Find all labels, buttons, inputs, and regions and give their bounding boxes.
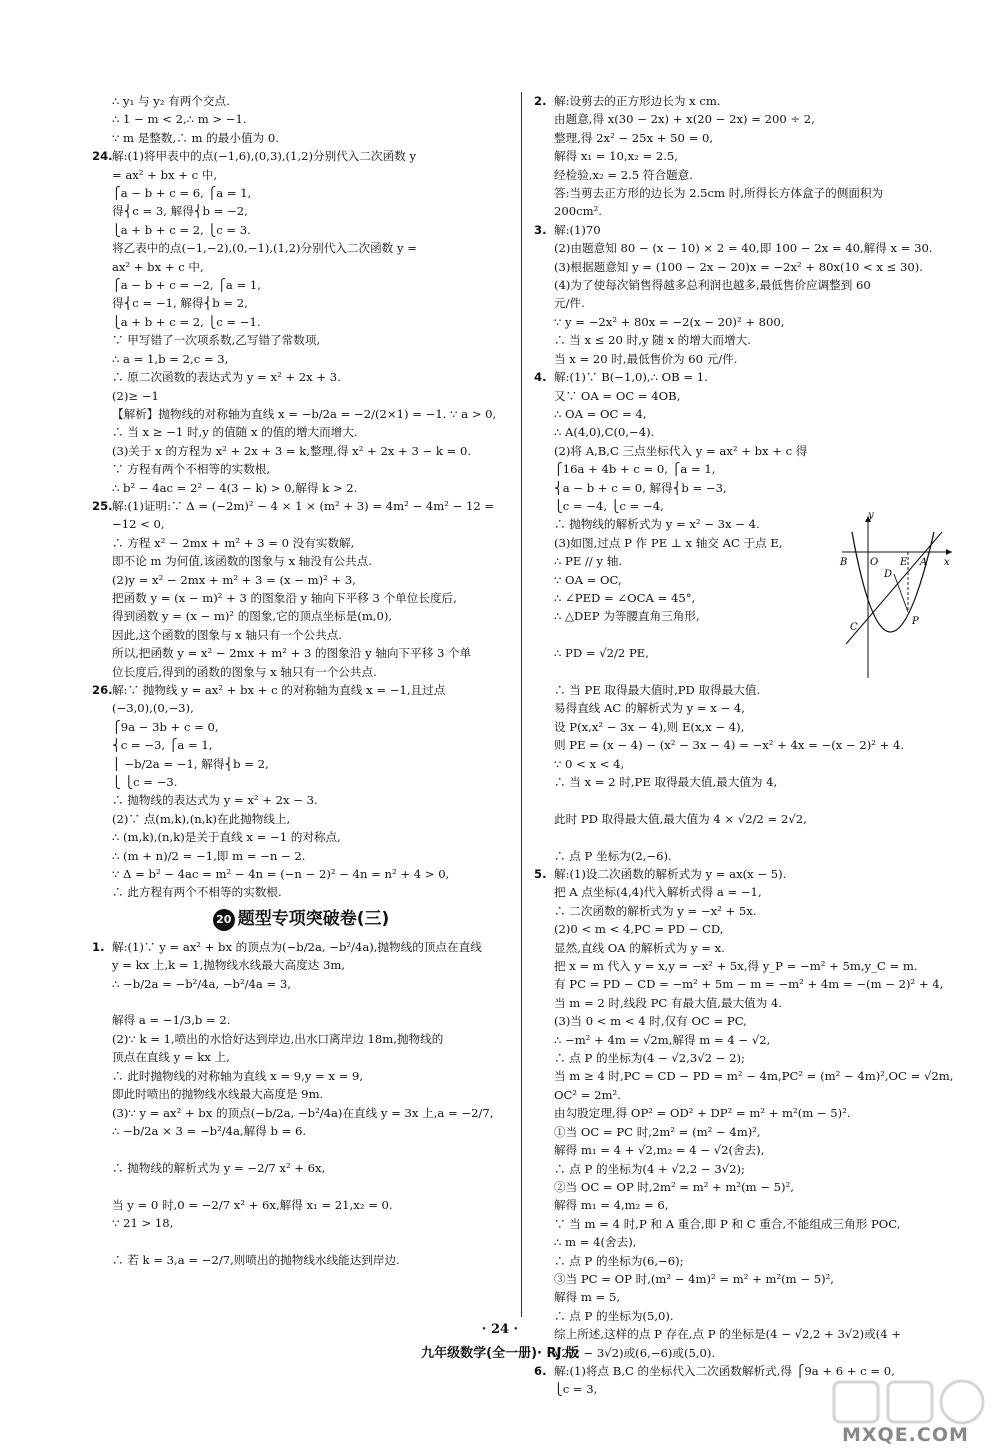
text-line [92,736,510,754]
line-text: 解:(1)将甲表中的点(−1,6),(0,3),(1,2)分别代入二次函数 y [112,149,417,164]
text-line [92,718,510,736]
text-line [534,939,962,957]
line-text: ∴ 此时抛物线的对称轴为直线 x = 9,y = x = 9, [112,1068,364,1083]
text-line [92,534,510,552]
text-line [534,847,962,865]
line-text: ∴ (m + n)/2 = −1,即 m = −n − 2. [112,848,306,863]
question-number: 6. [534,1363,547,1378]
line-text: 得⎨c = 3, 解得⎨b = −2, [112,204,248,219]
question-number: 5. [534,867,547,881]
label-p: P [912,616,919,627]
section-title: 题型专项突破卷(三) [237,908,390,929]
text-line [92,956,510,974]
line-text: 答:当剪去正方形的边长为 2.5cm 时,所得长方体盒子的侧面积为 [554,186,884,201]
line-text: 得⎨c = −1, 解得⎨b = 2, [112,296,248,311]
text-line [92,1177,510,1195]
line-text: ∴ 当 PE 取得最大值时,PD 取得最大值. [554,682,761,697]
line-text: ∴ b² − 4ac = 2² − 4(3 − k) > 0,解得 k > 2. [112,480,358,495]
line-text: ∵ y = −2x² + 80x = −2(x − 20)² + 800, [554,314,785,329]
text-line [534,129,962,147]
line-text: 位长度后,得到的函数的图象与 x 轴只有一个公共点. [112,664,377,679]
text-line [92,405,510,423]
text-line [92,1085,510,1103]
line-text: 解:设剪去的正方形边长为 x cm. [554,94,721,108]
text-line [534,313,962,331]
line-text: ∵ OA = OC, [554,572,622,587]
line-text: ∴ 此方程有两个不相等的实数根. [112,885,282,900]
line-text: 解:(1)证明:∵ Δ = (−2m)² − 4 × 1 × (m² + 3) = 4m² − 4m² − 12 = [112,498,495,513]
text-line [92,460,510,478]
text-line [534,975,962,993]
text-line [534,1160,962,1178]
line-text: √2,2 − 3√2)或(6,−6)或(5,0). [554,1345,716,1360]
watermark-text: MXQE.COM [842,1424,969,1446]
line-text: (2)≥ −1 [112,388,159,403]
text-line [92,258,510,276]
line-text: ∴ y₁ 与 y₂ 有两个交点. [112,94,230,108]
text-line [92,184,510,202]
text-line [92,387,510,405]
line-text: 把函数 y = (x − m)² + 3 的图象沿 y 轴向下平移 3 个单位长度后, [112,590,457,605]
text-line [92,92,510,110]
text-line [92,607,510,625]
line-text: ∴ 抛物线的解析式为 y = −2/7 x² + 6x, [112,1160,326,1175]
text-line [534,1270,962,1288]
line-text: 则 PE = (x − 4) − (x² − 3x − 4) = −x² + 4x = −(x − 2)² + 4. [554,738,905,753]
line-text: ∵ 21 > 18, [112,1215,174,1230]
text-line [534,920,962,938]
line-text: ⎩c = −4, ⎩c = −4, [554,498,664,513]
label-d: D [884,569,893,580]
line-text: 当 x = 20 时,最低售价为 60 元/件. [554,351,738,366]
text-line [534,1196,962,1214]
line-text: 解:(1)70 [554,222,601,237]
text-line [534,1123,962,1141]
line-text: −12 < 0, [112,517,165,532]
line-text: 解得 x₁ = 10,x₂ = 2.5, [554,149,678,164]
left-column [92,92,510,1269]
line-text: ⎩c = 3, [554,1382,598,1397]
line-text: ∴ 若 k = 3,a = −2/7,则喷出的抛物线水线能达到岸边. [112,1252,400,1267]
text-line [534,957,962,975]
question-number: 26. [92,683,113,697]
text-line [534,810,962,828]
text-line [534,736,962,754]
line-text: ∵ m 是整数,∴ m 的最小值为 0. [112,130,279,145]
line-text: 经检验,x₂ = 2.5 符合题意. [554,167,693,182]
line-text: 又∵ OA = OC = 4OB, [554,388,681,403]
line-text: 把 A 点坐标(4,4)代入解析式得 a = −1, [554,885,762,900]
question-number: 3. [534,222,547,237]
line-text: ax² + bx + c 中, [112,259,204,274]
text-line [92,571,510,589]
text-line [92,847,510,865]
line-text: 综上所述,这样的点 P 存在,点 P 的坐标是(4 − √2,2 + 3√2)或(4 + [554,1327,902,1342]
line-text: ∴ △DEP 为等腰直角三角形, [554,609,700,624]
text-line [534,1067,962,1085]
line-text: ∴ 二次函数的解析式为 y = −x² + 5x. [554,903,757,918]
line-text: 解:∵ 抛物线 y = ax² + bx + c 的对称轴为直线 x = −1,且过点 [112,683,446,697]
line-text: 即不论 m 为何值,该函数的图象与 x 轴没有公共点. [112,554,372,569]
text-line [534,294,962,312]
text-line [92,1030,510,1048]
line-text: (3)关于 x 的方程为 x² + 2x + 3 = k,整理,得 x² + 2x + 3 − k = 0. [112,443,472,458]
text-line [534,1049,962,1067]
line-text: ∴ 1 − m < 2,∴ m > −1. [112,112,247,127]
line-text: (2)∵ k = 1,喷出的水恰好达到岸边,出水口离岸边 18m,抛物线的 [112,1031,444,1046]
text-line [92,552,510,570]
line-text: ⎩a + b + c = 2, ⎩c = 3. [112,222,251,237]
line-text: (2)∵ 点(m,k),(n,k)在此抛物线上, [112,811,291,826]
text-line [534,239,962,257]
text-line [534,423,962,441]
line-text: ∴ 点 P 的坐标为(4 + √2,2 − 3√2); [554,1161,745,1176]
text-line [534,755,962,773]
line-text: ∴ 点 P 的坐标为(5,0). [554,1308,674,1323]
line-text: ⎩ ⎩c = −3. [112,775,178,790]
line-text: ∴ OA = OC = 4, [554,406,647,421]
text-line [92,975,510,993]
text-line [92,350,510,368]
text-line [92,1067,510,1085]
line-text: 显然,直线 OA 的解析式为 y = x. [554,940,725,955]
text-line [534,883,962,901]
text-line [92,663,510,681]
label-c: C [850,622,858,633]
line-text: ⎨a − b + c = 0, 解得⎨b = −3, [554,480,727,495]
line-text: ⎧16a + 4b + c = 0, ⎧a = 1, [554,462,716,477]
line-text: ⎩a + b + c = 2, ⎩c = −1. [112,314,261,329]
line-text: ∴ 抛物线的表达式为 y = x² + 2x − 3. [112,793,318,808]
text-line [534,460,962,478]
text-line [92,791,510,809]
label-e: E [900,557,908,568]
line-text: (3)∵ y = ax² + bx 的顶点(−b/2a, −b²/4a)在直线 y = 3x 上,a = −2/7, [112,1105,494,1120]
text-line [534,350,962,368]
line-text: (4)为了使每次销售得越多总利润也越多,最低售价应调整到 60 [554,278,871,293]
text-line [534,791,962,809]
text-line [534,681,962,699]
line-text: ⎧9a − 3b + c = 0, [112,719,219,734]
text-line [92,479,510,497]
text-line [92,1122,510,1140]
line-text: 解得 m₁ = 4 + √2,m₂ = 4 − √2(舍去), [554,1143,765,1158]
text-line [534,1086,962,1104]
line-text: 有 PC = PD − CD = −m² + 5m − m = −m² + 4m = −(m − 2)² + 4, [554,977,944,992]
text-line [92,865,510,883]
line-text: ②当 OC = OP 时,2m² = m² + m²(m − 5)², [554,1179,794,1194]
text-line [92,202,510,220]
line-text: ∴ 点 P 的坐标为(6,−6); [554,1253,684,1268]
text-line [92,810,510,828]
text-line [534,828,962,846]
label-a: A [920,557,928,568]
line-text: 解得 a = −1/3,b = 2. [112,1013,231,1028]
line-text: ⎧a − b + c = −2, ⎧a = 1, [112,278,261,293]
line-text: ③当 PC = OP 时,(m² − 4m)² = m² + m²(m − 5)², [554,1271,834,1286]
line-text: ①当 OC = PC 时,2m² = (m² − 4m)², [554,1124,761,1139]
question-number: 2. [534,94,547,108]
text-line [534,994,962,1012]
text-line [92,276,510,294]
text-line [534,1233,962,1251]
text-line [92,644,510,662]
line-text: 把 x = m 代入 y = x,y = −x² + 5x,得 y_P = −m² + 5m,y_C = m. [554,959,918,974]
line-text: (2)y = x² − 2mx + m² + 3 = (x − m)² + 3, [112,572,356,587]
text-line [92,313,510,331]
text-line [92,755,510,773]
line-text: ∵ 0 < x < 4, [554,756,625,771]
right-column [534,92,962,1399]
text-line [534,276,962,294]
section-number-badge: 20 [213,909,235,931]
text-line [534,202,962,220]
text-line [534,405,962,423]
text-line [534,1288,962,1306]
line-text: 解:(1)∵ y = ax² + bx 的顶点为(−b/2a, −b²/4a),抛物线的顶点在直线 [112,939,482,954]
text-line [92,1196,510,1214]
line-text: (3)如图,过点 P 作 PE ⊥ x 轴交 AC 于点 E, [554,535,783,550]
question-line [534,865,962,883]
text-line [534,184,962,202]
column-divider [521,92,522,1317]
line-text: 解得 m₁ = 4,m₂ = 6, [554,1198,669,1213]
line-text: 设 P(x,x² − 3x − 4),则 E(x,x − 4), [554,719,745,734]
question-line [92,497,510,515]
question-number: 25. [92,498,113,513]
text-line [534,479,962,497]
line-text: 200cm². [554,204,602,219]
line-text: (3)根据题意知 y = (100 − 2x − 20)x = −2x² + 80x(10 < x ≤ 30). [554,259,923,274]
label-y: y [868,512,874,521]
text-line [92,993,510,1011]
text-line [534,258,962,276]
line-text: ∴ −b/2a = −b²/4a, −b²/4a = 3, [112,976,291,991]
parabola-figure [838,512,956,682]
text-line [534,1178,962,1196]
line-text: 得到函数 y = (x − m)² 的图象,它的顶点坐标是(m,0), [112,609,393,624]
text-line [534,1031,962,1049]
page-number: · 24 · [481,1322,519,1337]
line-text: ∴ 点 P 的坐标为(4 − √2,3√2 − 2); [554,1051,745,1066]
text-line [92,1251,510,1269]
text-line [92,239,510,257]
line-text: 将乙表中的点(−1,−2),(0,−1),(1,2)分别代入二次函数 y = [112,241,417,256]
line-text: ∴ 抛物线的解析式为 y = x² − 3x − 4. [554,517,760,532]
line-text: (3)当 0 < m < 4 时,仅有 OC = PC, [554,1014,747,1029]
text-line [92,1011,510,1029]
text-line [92,294,510,312]
text-line [92,368,510,386]
line-text: 解:(1)∵ B(−1,0),∴ OB = 1. [554,370,708,385]
question-line [534,92,962,110]
line-text: 解:(1)设二次函数的解析式为 y = ax(x − 5). [554,867,787,881]
text-line [534,1012,962,1030]
line-text: 因此,这个函数的图象与 x 轴只有一个公共点. [112,627,342,642]
text-line [92,221,510,239]
line-text: ∴ ∠PED = ∠OCA = 45°, [554,590,696,605]
text-line [92,1048,510,1066]
text-line [92,1232,510,1250]
line-text: (2)由题意知 80 − (x − 10) × 2 = 40,即 100 − 2x = 40,解得 x = 30. [554,241,933,256]
text-line [534,699,962,717]
line-text: ∴ 点 P 坐标为(2,−6). [554,848,672,863]
line-text: ∴ −b/2a × 3 = −b²/4a,解得 b = 6. [112,1123,307,1138]
text-line [534,902,962,920]
line-text: ∴ A(4,0),C(0,−4). [554,425,655,440]
question-number: 4. [534,370,547,385]
line-text: ⎧a − b + c = 6, ⎧a = 1, [112,186,252,201]
text-line [92,423,510,441]
line-text: ⎪ −b/2a = −1, 解得⎨b = 2, [112,756,269,771]
line-text: 整理,得 2x² − 25x + 50 = 0, [554,130,714,145]
text-line [92,1159,510,1177]
line-text: 由勾股定理,得 OP² = OD² + DP² = m² + m²(m − 5)². [554,1106,851,1121]
line-text: (−3,0),(0,−3), [112,701,194,716]
line-text: ∴ 当 x ≤ 20 时,y 随 x 的增大而增大. [554,333,751,348]
text-line [534,1252,962,1270]
text-line [92,699,510,717]
line-text: 当 m = 2 时,线段 PC 有最大值,最大值为 4. [554,995,783,1010]
line-text: ∴ 当 x ≥ −1 时,y 的值随 x 的值的增大而增大. [112,425,358,440]
book-title: 九年级数学(全一册)· RJ 版 [421,1346,579,1361]
text-line [92,1140,510,1158]
line-text: ∴ PD = √2/2 PE, [554,646,649,661]
line-text: ∴ 方程 x² − 2mx + m² + 3 = 0 没有实数解, [112,535,355,550]
text-line [92,1104,510,1122]
text-line [534,387,962,405]
line-text: ∴ a = 1,b = 2,c = 3, [112,351,229,366]
line-text: ∴ 原二次函数的表达式为 y = x² + 2x + 3. [112,370,341,385]
line-text: ∵ 当 m = 4 时,P 和 A 重合,即 P 和 C 重合,不能组成三角形 POC, [554,1216,901,1231]
line-text: = ax² + bx + c 中, [112,167,218,182]
text-line [92,331,510,349]
text-line [92,883,510,901]
question-number: 1. [92,939,105,954]
line-ac [846,532,942,644]
line-text: 易得直线 AC 的解析式为 y = x − 4, [554,701,745,716]
line-text: 顶点在直线 y = kx 上, [112,1050,230,1065]
text-line [92,166,510,184]
question-line [92,681,510,699]
line-text: ∴ 当 x = 2 时,PE 取得最大值,最大值为 4, [554,775,778,789]
line-text: 当 y = 0 时,0 = −2/7 x² + 6x,解得 x₁ = 21,x₂ = 0. [112,1197,393,1212]
line-text: ∵ 方程有两个不相等的实数根, [112,462,271,477]
question-number: 24. [92,149,113,164]
line-text: OC² = 2m². [554,1087,621,1102]
text-line [534,1104,962,1122]
text-line [92,110,510,128]
text-line [534,442,962,460]
x-axis-arrow [946,549,952,555]
line-text: (2)将 A,B,C 三点坐标代入 y = ax² + bx + c 得 [554,443,808,458]
text-line [534,1215,962,1233]
line-text: ∴ −m² + 4m = √2m,解得 m = 4 − √2, [554,1032,771,1047]
section-heading [92,906,510,932]
line-text: 由题意,得 x(30 − 2x) + x(20 − 2x) = 200 ÷ 2, [554,112,815,127]
text-line [92,442,510,460]
line-text: 所以,把函数 y = x² − 2mx + m² + 3 的图象沿 y 轴向下平移 3 个单 [112,646,472,661]
label-b: B [840,557,848,568]
line-text: ∵ 甲写错了一次项系数,乙写错了常数项, [112,333,321,348]
text-line [534,1141,962,1159]
text-line [534,166,962,184]
text-line [92,626,510,644]
line-text: 当 m ≥ 4 时,PC = CD − PD = m² − 4m,PC² = (m² − 4m)²,OC = √2m, [554,1069,954,1084]
text-line [534,718,962,736]
line-text: 元/件. [554,296,585,311]
text-line [92,828,510,846]
line-text: y = kx 上,k = 1,抛物线水线最大高度达 3m, [112,958,346,973]
text-line [92,773,510,791]
text-line [534,147,962,165]
line-text: ⎨c = −3, ⎧a = 1, [112,738,213,753]
text-line [534,773,962,791]
question-line [534,368,962,386]
text-line [534,331,962,349]
text-line [92,1214,510,1232]
line-text: 解得 m = 5, [554,1290,621,1305]
line-text: ∴ m = 4(舍去), [554,1235,637,1250]
question-line [92,938,510,956]
parabola-curve [852,532,934,632]
line-text: ∴ PE // y 轴. [554,554,623,569]
line-text: 解:(1)将点 B,C 的坐标代入二次函数解析式,得 ⎧9a + 6 + c = 0, [554,1363,895,1378]
text-line [92,129,510,147]
text-line [534,110,962,128]
question-line [534,221,962,239]
text-line [92,589,510,607]
label-o: O [870,557,879,568]
line-text: 此时 PD 取得最大值,最大值为 4 × √2/2 = 2√2, [554,811,807,826]
line-text: ∵ Δ = b² − 4ac = m² − 4n = (−n − 2)² − 4n = n² + 4 > 0, [112,867,450,882]
line-text: 【解析】抛物线的对称轴为直线 x = −b/2a = −2/(2×1) = −1. ∵ a > 0, [112,406,497,421]
label-x: x [944,557,950,568]
line-text: ∴ (m,k),(n,k)是关于直线 x = −1 的对称点, [112,830,341,845]
line-text: 即此时喷出的抛物线水线最大高度是 9m. [112,1087,324,1102]
line-text: (2)0 < m < 4,PC = PD − CD, [554,922,724,937]
question-line [92,147,510,165]
text-line [92,515,510,533]
